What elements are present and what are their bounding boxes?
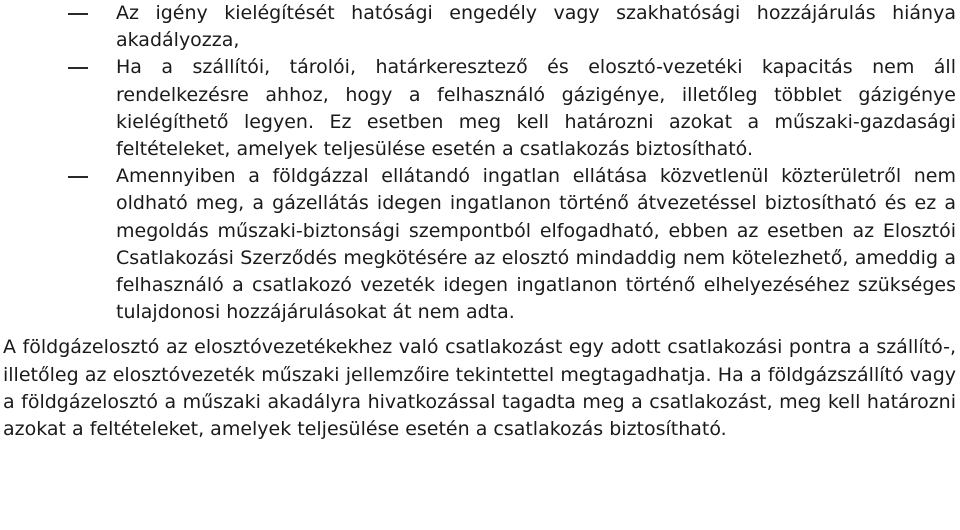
list-item-text: Amennyiben a földgázzal ellátandó ingatlan ellátása közvetlenül közterületről nem oldható meg, a gázellátás idegen ingatlanon történő átvezetéssel biztosítható és ez a megoldás műszaki-biztonsági szempontból elfogadható, ebben az esetben az Elosztói Csatlakozási Szerződés megkötésére az elosztó mindaddig nem kötelezhető, ameddig a felhasználó a csatlakozó vezeték idegen ingatlanon történő elhelyezéséhez szükséges tulajdonosi hozzájárulásokat át nem adta.: [116, 165, 956, 324]
list-item-text: Ha a szállítói, tárolói, határkeresztező és elosztó-vezetéki kapacitás nem áll rendelkezésre ahhoz, hogy a felhasználó gázigénye, illetőleg többlet gázigénye kielégíthető legyen. Ez esetben meg kell határozni azokat a műszaki-gazdasági feltételeket, amelyek teljesülése esetén a csatlakozás biztosítható.: [116, 56, 956, 161]
list-item: [0, 0, 960, 54]
list-item: [0, 163, 960, 326]
body-paragraph: A földgázelosztó az elosztóvezetékekhez való csatlakozást egy adott csatlakozási pontra a szállító-, illetőleg az elosztóvezeték műszaki jellemzőire tekintettel megtagadhatja. Ha a földgázszállító vagy a földgázelosztó a műszaki akadályra hivatkozással tagadta meg a csatlakozást, meg kell határozni azokat a feltételeket, amelyek teljesülése esetén a csatlakozás biztosítható.: [3, 336, 956, 441]
list-item-text: Az igény kielégítését hatósági engedély vagy szakhatósági hozzájárulás hiánya akadályozza,: [116, 2, 956, 52]
list-item: [0, 54, 960, 163]
